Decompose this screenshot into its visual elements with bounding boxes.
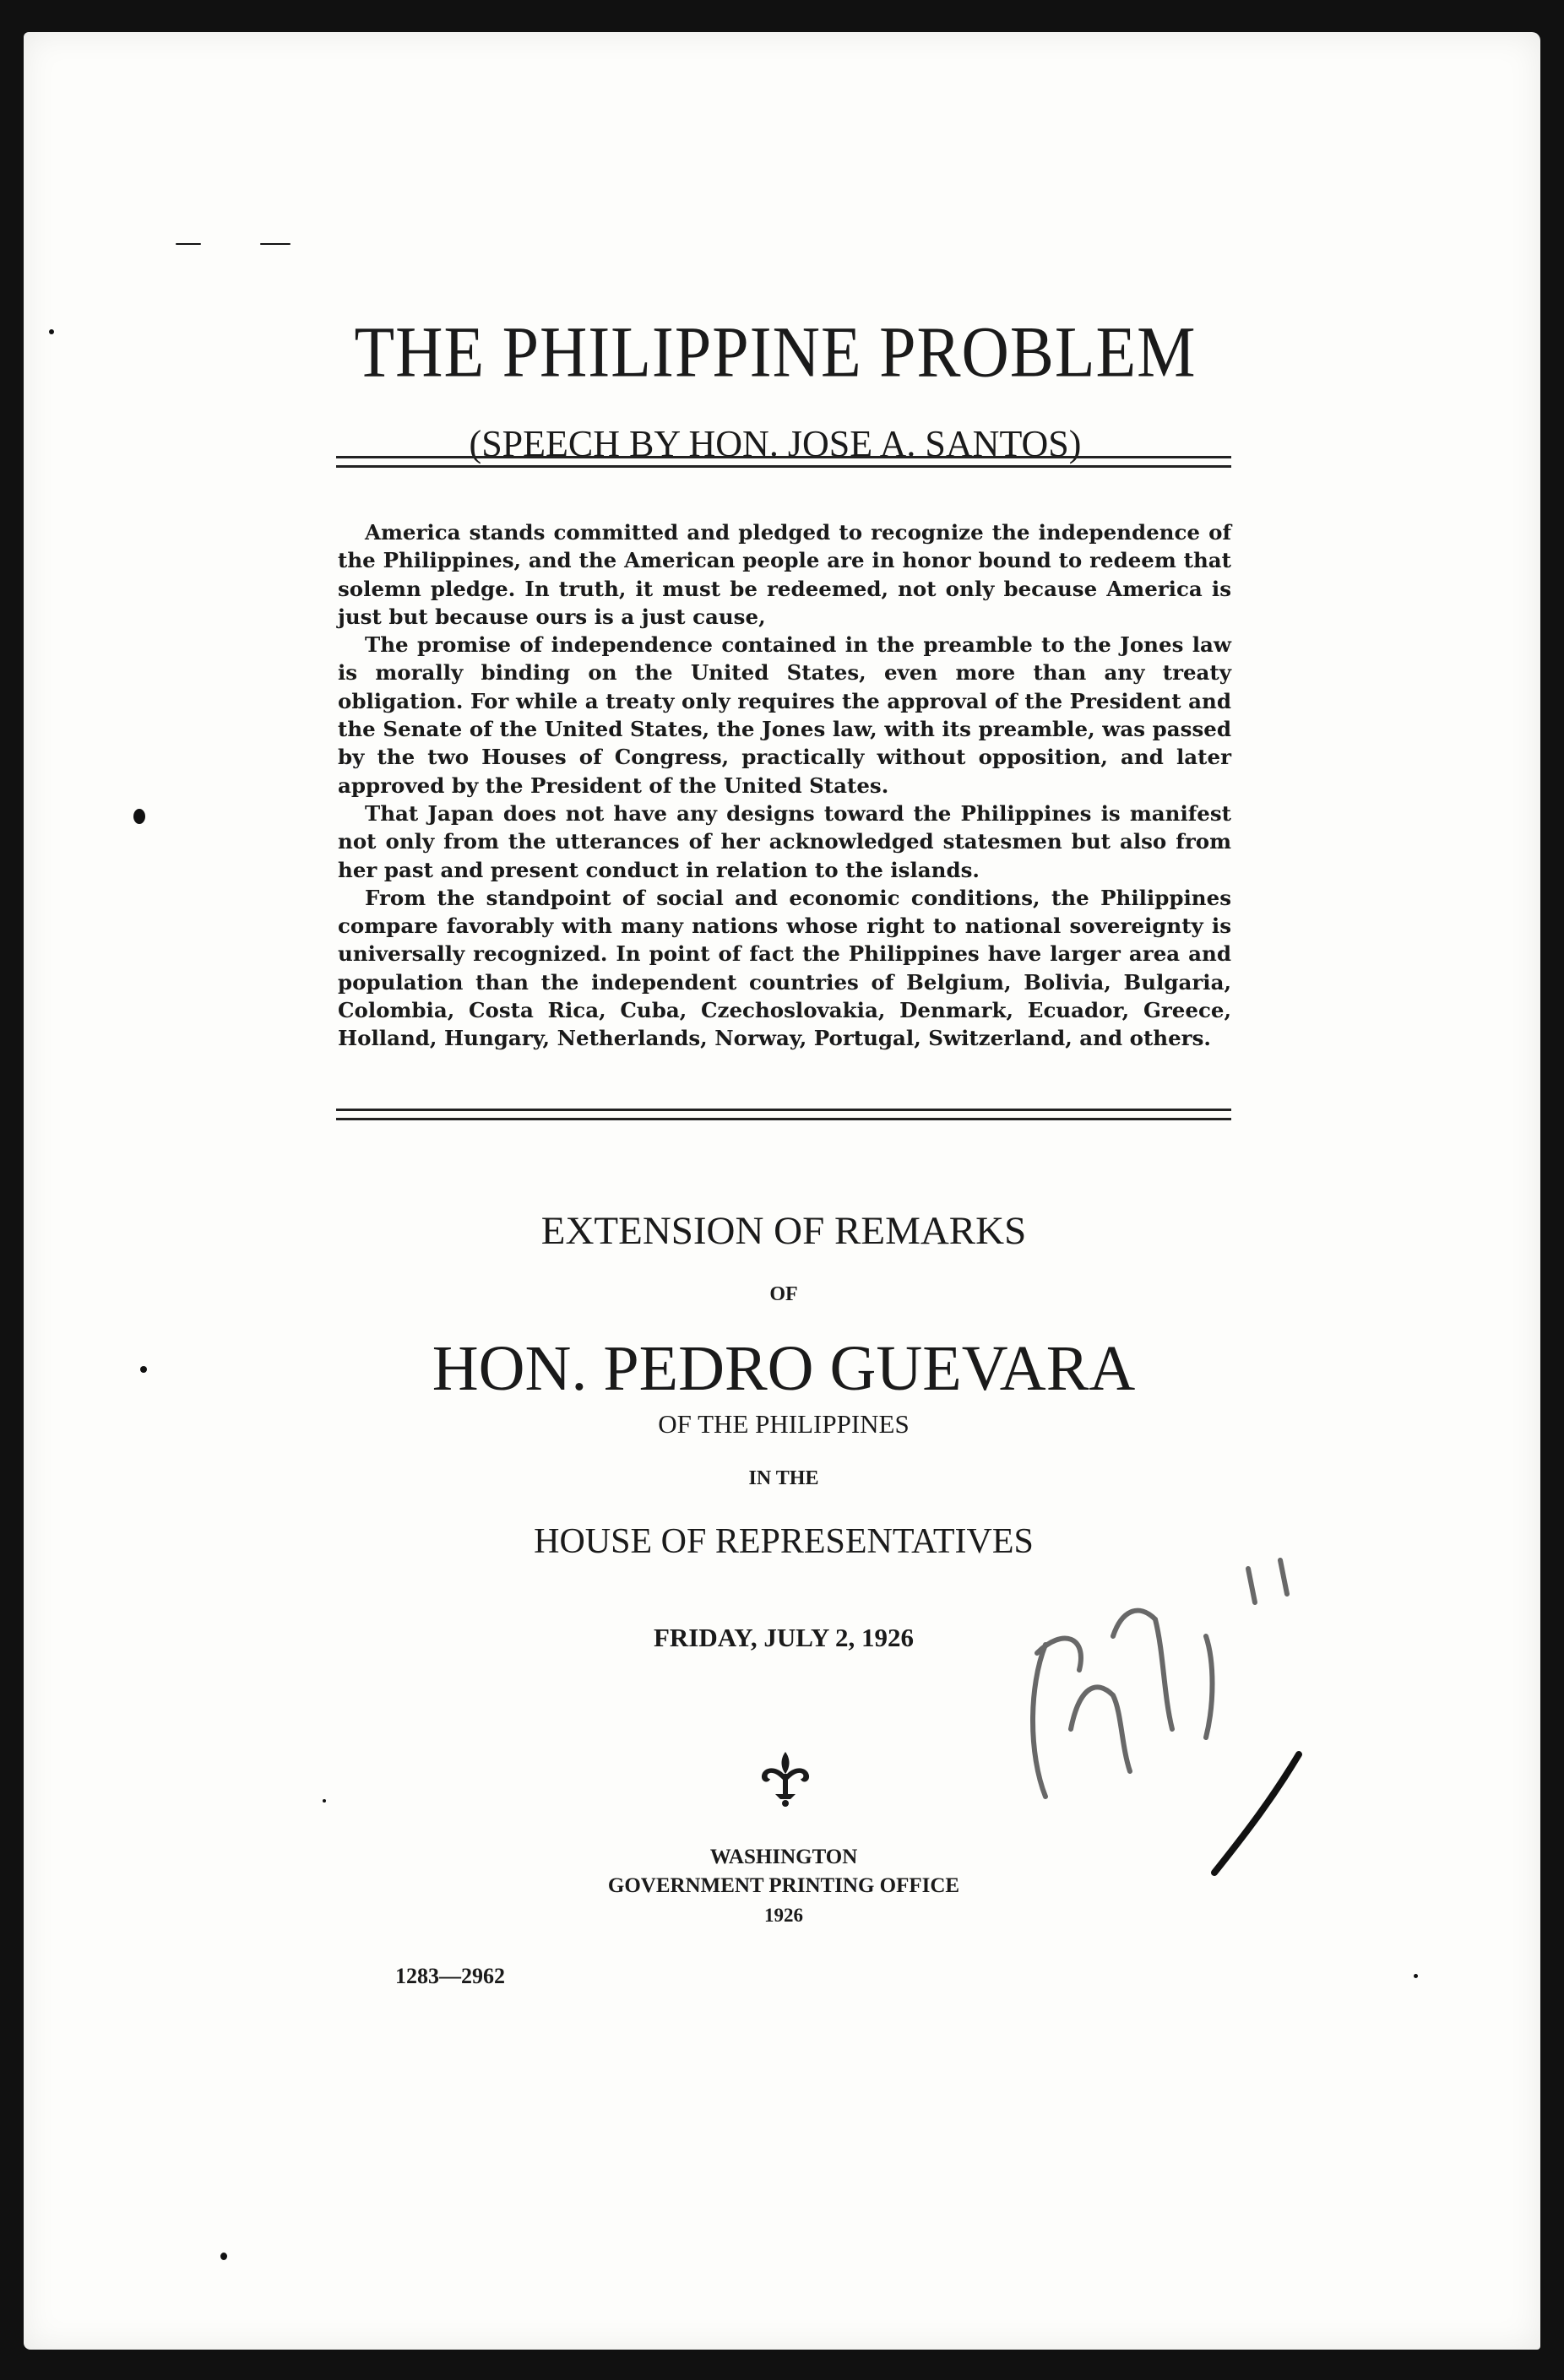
remarks-of: OF xyxy=(769,1283,798,1305)
double-rule-top xyxy=(336,456,1231,468)
document-page xyxy=(24,32,1540,2350)
double-rule-bottom xyxy=(336,1109,1231,1120)
speech-excerpt xyxy=(338,518,1231,1053)
quote-paragraph: That Japan does not have any designs toward the Philippines is manifest not only from the utterances of her acknowledged statesmen but also from her past and present conduct in relation to the islands. xyxy=(338,800,1231,882)
member-origin: OF THE PHILIPPINES xyxy=(658,1409,910,1439)
speck xyxy=(49,329,54,334)
speck xyxy=(133,809,145,824)
fleuron-icon xyxy=(758,1750,812,1808)
member-name: HON. PEDRO GUEVARA xyxy=(432,1333,1136,1404)
speck xyxy=(140,1366,147,1373)
imprint-printer: GOVERNMENT PRINTING OFFICE xyxy=(607,1874,960,1897)
handwritten-signature xyxy=(995,1543,1349,1898)
imprint-year: 1926 xyxy=(764,1905,803,1926)
page-title: THE PHILIPPINE PROBLEM xyxy=(354,311,1197,393)
in-the: IN THE xyxy=(748,1467,819,1489)
page-subtitle: (SPEECH BY HON. JOSE A. SANTOS) xyxy=(469,423,1082,464)
quote-paragraph: The promise of independence contained in the preamble to the Jones law is morally binding on the United States, even more than any treaty obligation. For while a treaty only requires the approval of the President and the Senate of the United States, the Jones law, with its preamble, was passed by the two Houses of Congress, practically without opposition, and later approved by the President of the United States. xyxy=(338,632,1231,798)
quote-paragraph: From the standpoint of social and economic conditions, the Philippines compare favorably with many nations whose right to national sovereignty is universally recognized. In point of fact the Philippines have larger area and population than the independent countries of Belgium, Bolivia, Bulgaria, Colombia, Costa Rica, Cuba, Czechoslovakia, Denmark, Ecuador, Greece, Holland, Hungary, Netherlands, Norway, Portugal, Switzerland, and others. xyxy=(338,885,1231,1051)
document-number: 1283—2962 xyxy=(395,1964,505,1988)
speech-date: FRIDAY, JULY 2, 1926 xyxy=(653,1623,915,1652)
speck xyxy=(260,243,291,245)
quote-paragraph: America stands committed and pledged to recognize the independence of the Philippines, and the American people are in honor bound to redeem that solemn pledge. In truth, it must be redeemed, not only because America is just but because ours is a just cause, xyxy=(338,520,1231,629)
imprint-city: WASHINGTON xyxy=(709,1846,858,1868)
house-name: HOUSE OF REPRESENTATIVES xyxy=(534,1522,1034,1561)
speck xyxy=(1414,1974,1418,1978)
speck xyxy=(176,243,201,245)
remarks-heading: EXTENSION OF REMARKS xyxy=(540,1209,1027,1253)
speck xyxy=(323,1799,326,1803)
speck xyxy=(220,2253,227,2260)
